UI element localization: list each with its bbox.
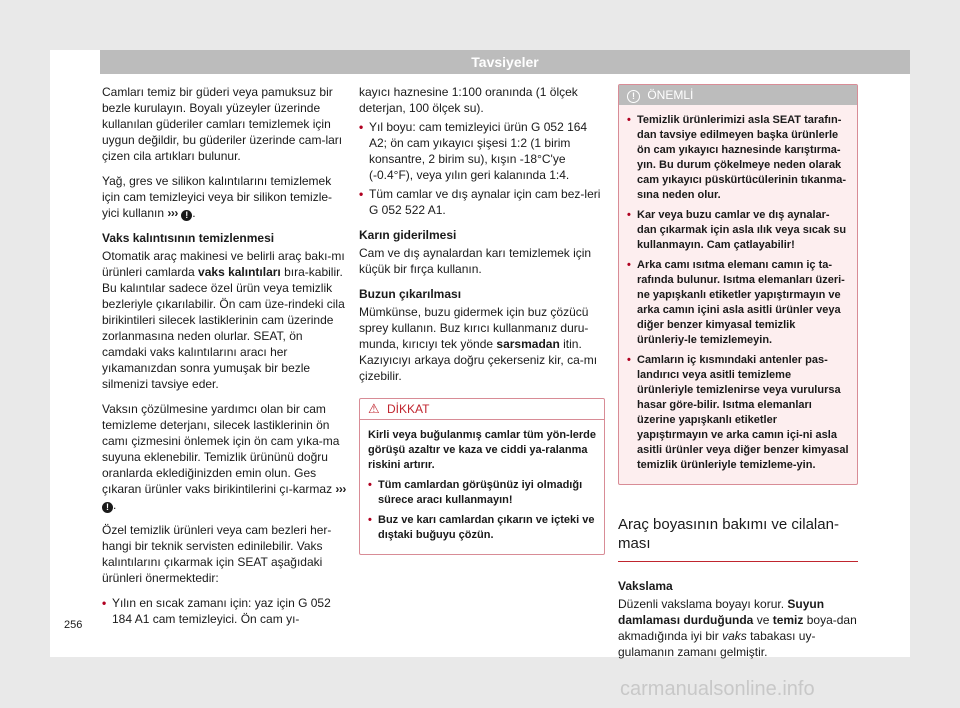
watermark: carmanualsonline.info: [620, 678, 815, 700]
important-box-header: [619, 85, 857, 105]
list-item: • Arka camı ısıtma elemanı camın iç ta-rafında bulunur. Isıtma elemanları üzeri-ne yapışkanlı etiketler yapıştırmayın ve arka camın içini asla asitli ürünler veya diğer benzer kimyasal temizlik ürünleriy-le temizlemeyin.: [627, 258, 849, 348]
page-header: Tavsiyeler: [100, 50, 910, 74]
list-item: • Yılın en sıcak zamanı için: yaz için G 052 184 A1 cam temizleyici. Ön cam yı-: [102, 595, 346, 627]
column-right: [618, 84, 858, 669]
paragraph: Cam ve dış aynalardan karı temizlemek için küçük bir fırça kullanın.: [359, 246, 592, 276]
important-title: ÖNEMLİ: [647, 88, 694, 102]
warning-box-body: [360, 420, 604, 554]
column-middle: [359, 84, 605, 555]
list-item: • Camların iç kısmındaki antenler pas-landırıcı veya asitli temizleme ürünleriyle temizlenirse veya vurulursa hasar göre-bilir. Isıtma elemanları üzerine yapışkanlı etiketler yapıştırmayın ve arka camın içi-ni asla asitli ürünler veya diğer benzer kimyasal temizlik ürünleriyle temizleme-yin.: [627, 353, 849, 473]
warning-title: DİKKAT: [387, 402, 430, 416]
section-title: Araç boyasının bakımı ve cilalan-ması: [618, 515, 858, 562]
list-item: • Tüm camlardan görüşünüz iyi olmadığı sürece aracı kullanmayın!: [368, 478, 596, 508]
paragraph: Vaksın çözülmesine yardımcı olan bir cam temizleme deterjanı, silecek lastiklerinin ön camı çizmesini önlemek için ön cam yıka-ma suyuna eklenebilir. Temizlik ürününü doğru oranlarda eklediğinizden emin olun. Ges çıkaran ürünler vaks birikintilerini çı-karmaz ››› ! .: [102, 402, 346, 512]
list-item: • Kar veya buzu camlar ve dış aynalar-dan çıkarmak için asla ılık veya sıcak su kullanmayın. Cam çatlayabilir!: [627, 208, 849, 253]
manual-page: [50, 50, 910, 657]
paragraph: Kirli veya buğulanmış camlar tüm yön-lerde görüşü azaltır ve kaza ve ciddi ya-ralanma riskini artırır.: [368, 429, 597, 471]
page-number: 256: [64, 619, 83, 631]
exclamation-circle-icon: !: [627, 90, 640, 103]
warning-triangle-icon: ⚠: [368, 401, 380, 416]
subheading-snow-removal: Karın giderilmesi: [359, 228, 457, 242]
info-circle-icon: !: [181, 210, 192, 221]
subheading-wax-removal: Vaks kalıntısının temizlenmesi: [102, 231, 275, 245]
paragraph: Özel temizlik ürünleri veya cam bezleri her-hangi bir teknik servisten edinilebilir. Vaks kalıntılarını çıkarmak için SEAT aşağıdaki ürünleri önermektedir:: [102, 523, 332, 585]
important-box: [618, 84, 858, 485]
info-circle-icon: !: [102, 502, 113, 513]
list-item: • Buz ve karı camlardan çıkarın ve içteki ve dıştaki buğuyu çözün.: [368, 513, 596, 543]
subheading-waxing: Vakslama: [618, 579, 673, 593]
column-left: [102, 84, 346, 630]
paragraph: Otomatik araç makinesi ve belirli araç bakı-mı ürünleri camlarda vaks kalıntıları bıra-kabilir. Bu kalıntılar sadece özel ürün veya temizlik bezleriyle çıkarılabilir. Ön cam üze-rindeki cila birikintileri silecek lastiklerinin cam üzerinde zorlanmasına neden olurlar. SEAT, ön camdaki vaks kalıntılarını aracı her yıkamanızdan sonra yumuşak bir bezle silmenizi tavsiye eder.: [102, 249, 345, 391]
paragraph: Yağ, gres ve silikon kalıntılarını temizlemek için cam temizleyici veya bir silikon temizle-yici kullanın ››› ! .: [102, 174, 333, 220]
list-item: • Temizlik ürünlerimizi asla SEAT tarafın-dan tavsiye edilmeyen başka ürünlerle ön cam yıkayıcı haznesinde karıştırma-yın. Bu durum çökelmeye neden olarak cam yıkayıcı püskürtücülerinin tıkanma-sına neden olur.: [627, 113, 849, 203]
warning-box-header: [360, 399, 604, 420]
paragraph: Mümkünse, buzu gidermek için buz çözücü sprey kullanın. Buz kırıcı kullanmanız duru-munda, kırıcıyı tek yönde sarsmadan itin. Kazıyıcıyı arkaya doğru çekerseniz kir, ca-mı çizebilir.: [359, 305, 598, 383]
list-item: • Tüm camlar ve dış aynalar için cam bez-leri G 052 522 A1.: [359, 186, 605, 218]
paragraph: kayıcı haznesine 1:100 oranında (1 ölçek deterjan, 100 ölçek su).: [359, 85, 578, 115]
cross-reference-arrows[interactable]: ›››: [335, 482, 346, 496]
important-box-body: [619, 105, 857, 484]
paragraph: Camları temiz bir güderi veya pamuksuz bir bezle kurulayın. Boyalı yüzeyler üzerinde kullanılan güderiler camları temizlemek için uygun değildir, bu güderiler üzerinde cam-ları çizen cila artıkları bulunur.: [102, 85, 343, 163]
cross-reference-arrows[interactable]: ›››: [167, 206, 178, 220]
paragraph: Düzenli vakslama boyayı korur. Suyun damlaması durduğunda ve temiz boya-dan akmadığında iyi bir vaks tabakası uy-gulamanın zamanı gelmiştir.: [618, 597, 857, 659]
warning-box: [359, 398, 605, 555]
subheading-ice-removal: Buzun çıkarılması: [359, 287, 462, 301]
list-item: • Yıl boyu: cam temizleyici ürün G 052 164 A2; ön cam yıkayıcı şişesi 1:2 (1 birim konsantre, 2 birim su), kışın -18°C'ye (-0.4°F), veya yılın geri kalanında 1:4.: [359, 119, 605, 183]
